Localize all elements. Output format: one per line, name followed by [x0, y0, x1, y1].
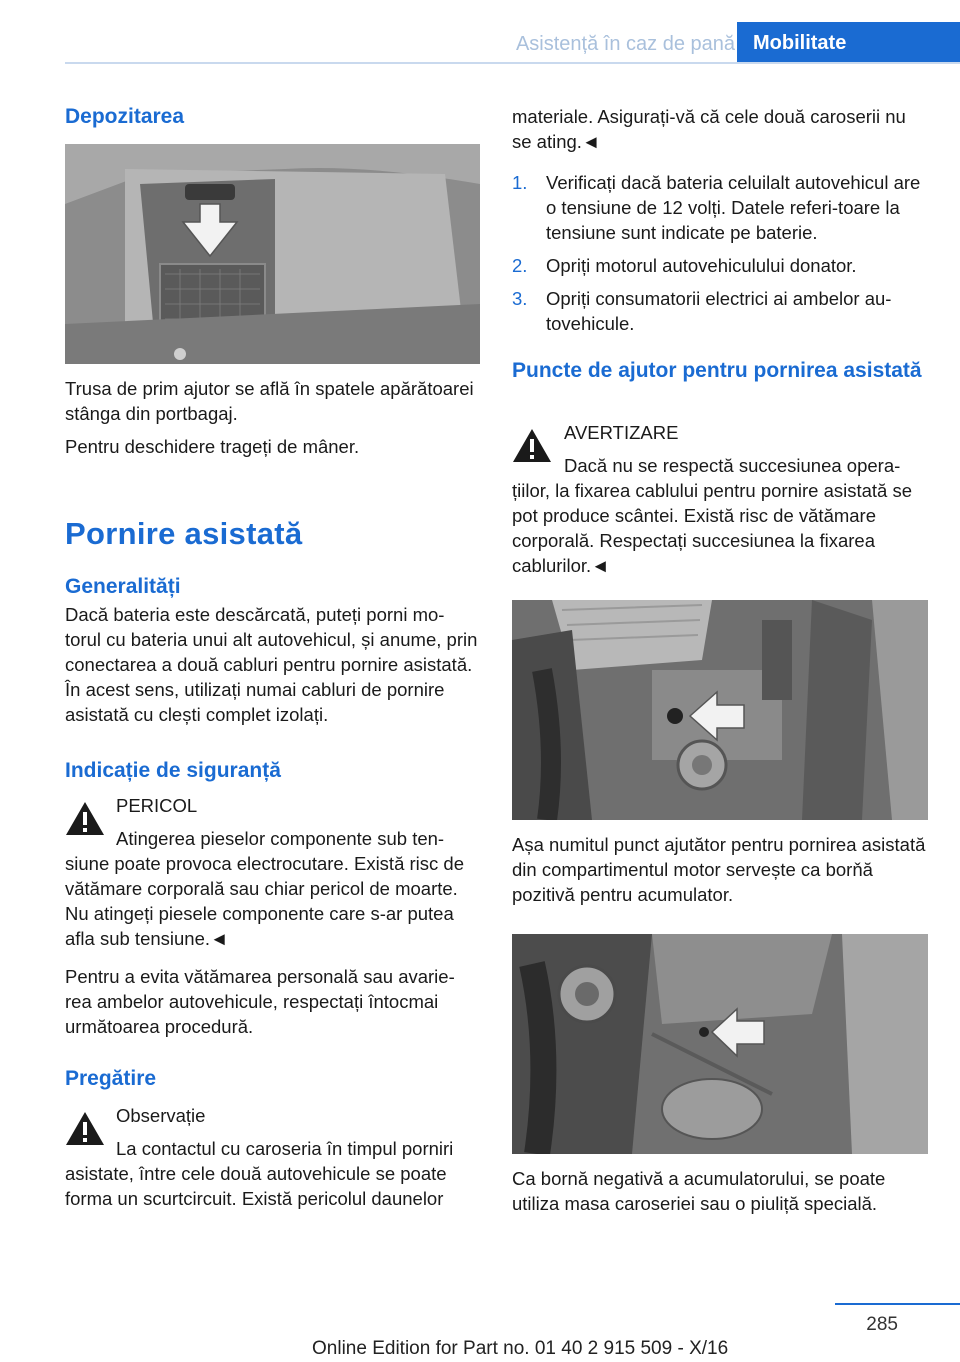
depozitarea-text-1: Trusa de prim ajutor se află în spatele apărătoarei stânga din portbagaj.	[65, 378, 474, 424]
list-item	[512, 253, 928, 278]
steps-list	[512, 170, 928, 336]
pericol-label: PERICOL	[116, 795, 198, 816]
page-number: 285	[866, 1314, 898, 1335]
step-text: Opriți consumatorii electrici ai ambelor au-tovehicule.	[546, 288, 892, 334]
observatie-label: Observație	[116, 1105, 206, 1126]
caption-positive-terminal: Așa numitul punct ajutător pentru pornirea asistată din compartimentul motor servește ca borňă pozitivă pentru acumulator.	[512, 834, 926, 905]
header-rule	[65, 62, 960, 64]
avertizare-warning-icon	[512, 427, 552, 463]
depozitarea-heading: Depozitarea	[65, 105, 185, 128]
step-number: 1.	[512, 172, 528, 193]
footer-edition: Online Edition for Part no. 01 40 2 915 509 - X/16	[312, 1338, 729, 1359]
list-item	[512, 286, 928, 336]
indicatie-text: Pentru a evita vătămarea personală sau avarie-rea ambelor autovehicule, respectați întocmai următoarea procedură.	[65, 966, 455, 1037]
step-text: Opriți motorul autovehiculului donator.	[546, 255, 857, 276]
pornire-asistata-title: Pornire asistată	[65, 516, 303, 551]
step-number: 3.	[512, 288, 528, 309]
avertizare-text-first: Dacă nu se respectă succesiunea opera-	[564, 455, 901, 476]
engine-illustration-1	[512, 600, 928, 820]
engine-positive-terminal-image	[512, 600, 928, 820]
list-item	[512, 170, 928, 245]
continuation-text: materiale. Asigurați-vă că cele două caroserii nu se ating.◄	[512, 106, 906, 152]
observatie-text-first: La contactul cu caroseria în timpul porniri	[116, 1138, 454, 1159]
engine-negative-terminal-image	[512, 934, 928, 1154]
engine-illustration-2	[512, 934, 928, 1154]
header-tab-mobilitate[interactable]: Mobilitate	[737, 22, 960, 62]
observatie-text: asistate, între cele două autovehicule se poate forma un scurtcircuit. Există pericolul daunelor	[65, 1163, 447, 1209]
step-text: Verificați dacă bateria celuilalt autovehicul are o tensiune de 12 volți. Datele referi-toare la tensiune sunt indicate pe baterie.	[546, 172, 921, 243]
generalitati-heading: Generalități	[65, 575, 181, 598]
pericol-text: siune poate provoca electrocutare. Există risc de vătămare corporală sau chiar pericol de moarte. Nu atingeți piesele componente care s-ar putea afla sub tensiune.◄	[65, 853, 464, 949]
step-number: 2.	[512, 255, 528, 276]
depozitarea-text-2: Pentru deschidere trageți de mâner.	[65, 436, 360, 457]
avertizare-text: țiilor, la fixarea cablului pentru pornire asistată se pot produce scântei. Există risc de vătămare corporală. Respectați succesiunea la fixarea cablurilor.◄	[512, 480, 913, 576]
avertizare-label: AVERTIZARE	[564, 422, 679, 443]
indicatie-heading: Indicație de siguranță	[65, 759, 281, 782]
warning-icon	[65, 800, 105, 836]
pericol-text-first: Atingerea pieselor componente sub ten-	[116, 828, 445, 849]
trunk-image	[65, 144, 480, 364]
puncte-heading: Puncte de ajutor pentru pornirea asistată	[512, 359, 922, 382]
note-warning-icon	[65, 1110, 105, 1146]
footer-rule	[835, 1303, 960, 1305]
caption-negative-terminal: Ca bornă negativă a acumulatorului, se poate utiliza masa caroseriei sau o piuliță specială.	[512, 1168, 886, 1214]
generalitati-text: Dacă bateria este descărcată, puteți porni mo-torul cu bateria unui alt autovehicul, și anume, prin conectarea a două cabluri pentru pornire asistată. În acest sens, utilizați numai cabluri de pornire asistată cu clești complet izolați.	[65, 604, 478, 725]
trunk-illustration	[65, 144, 480, 364]
header-section-title: Asistență în caz de pană	[515, 33, 735, 55]
pregatire-heading: Pregătire	[65, 1067, 157, 1090]
